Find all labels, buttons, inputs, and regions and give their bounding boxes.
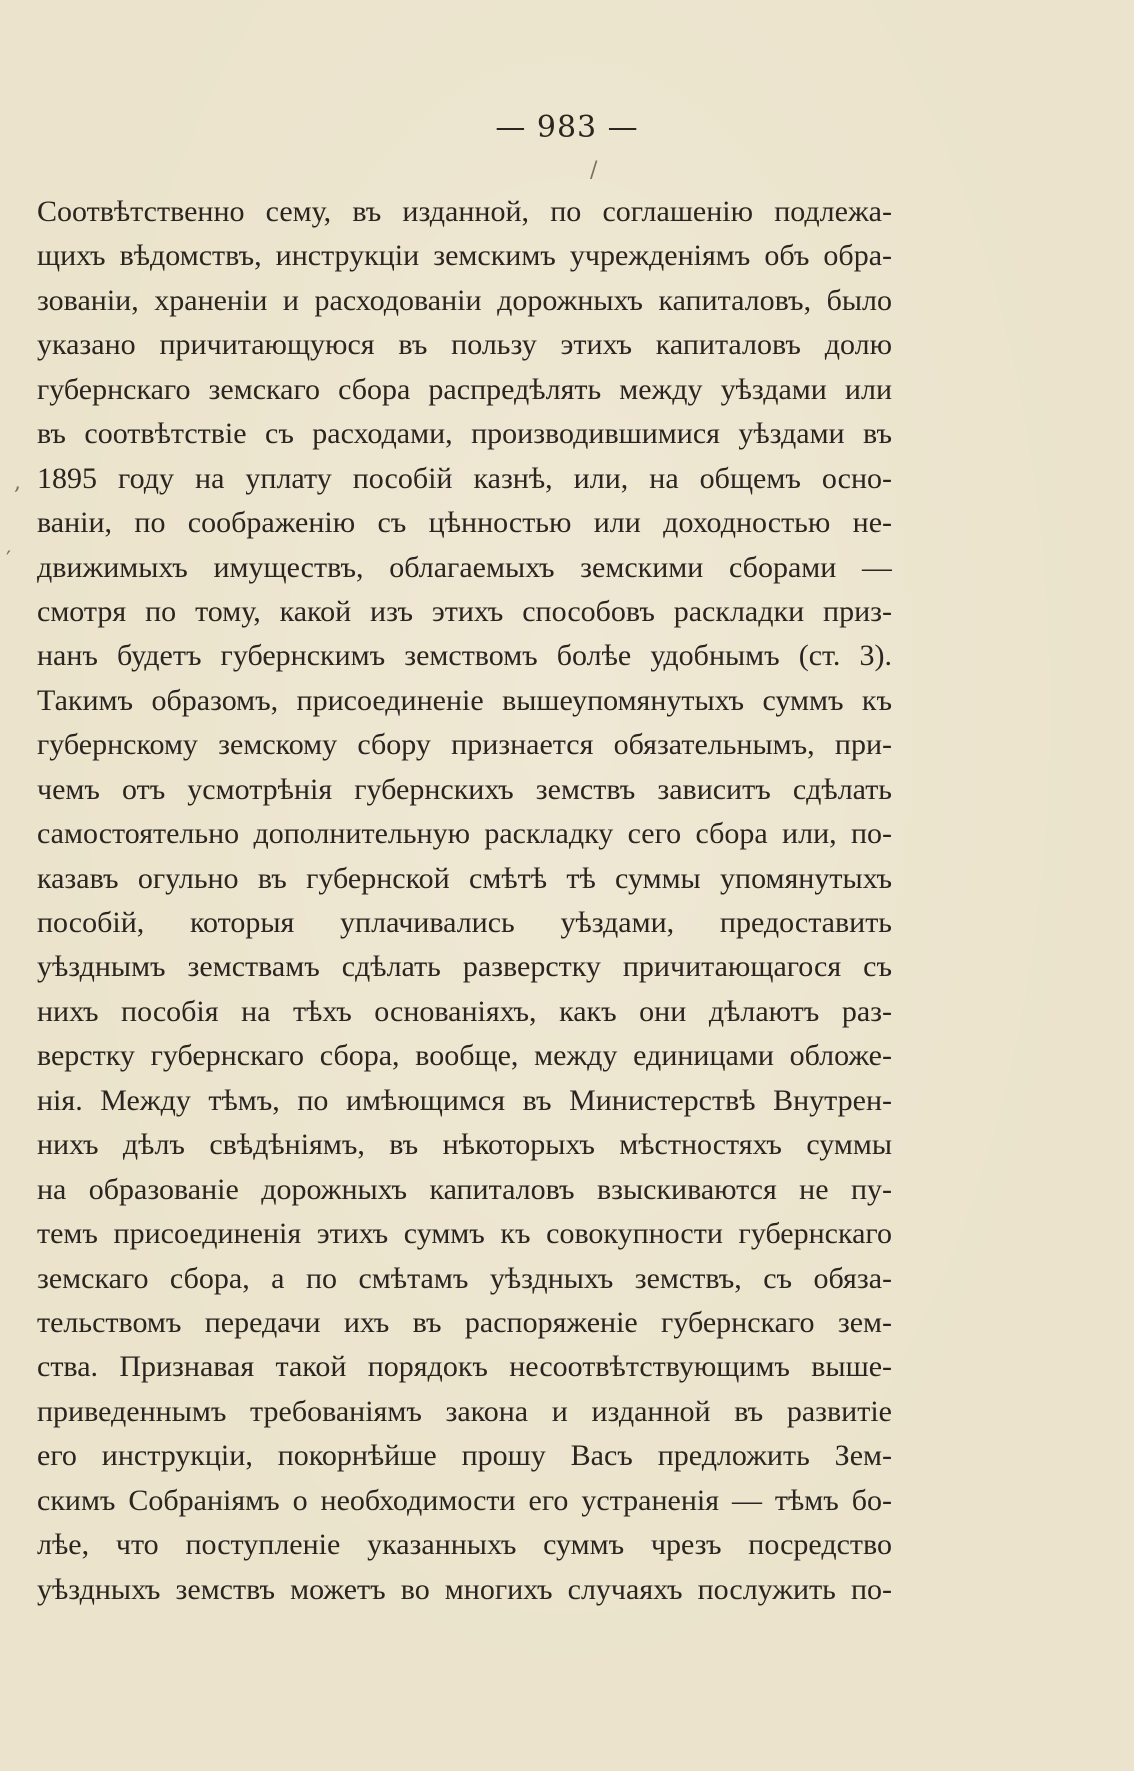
text-line: верстку губернскаго сбора, вообще, между единицами обложе- — [37, 1039, 892, 1073]
text-line: на образованіе дорожныхъ капиталовъ взыскиваются не пу- — [37, 1172, 892, 1206]
text-line: указано причитающуюся въ пользу этихъ капиталовъ долю — [37, 328, 892, 362]
text-line: Такимъ образомъ, присоединеніе вышеупомянутыхъ суммъ къ — [37, 683, 892, 717]
text-line: Соотвѣтственно сему, въ изданной, по соглашенію подлежа- — [37, 195, 892, 228]
text-line: 1895 году на уплату пособій казнѣ, или, на общемъ осно- — [37, 461, 892, 495]
text-line: ства. Признавая такой порядокъ несоотвѣтствующимъ выше- — [37, 1350, 892, 1384]
text-line: скимъ Собраніямъ о необходимости его устраненія — тѣмъ бо- — [37, 1483, 892, 1517]
page-number: — 983 — — [495, 110, 639, 145]
text-line: губернскому земскому сбору признается обязательнымъ, при- — [37, 728, 892, 762]
text-line: нихъ пособія на тѣхъ основаніяхъ, какъ они дѣлаютъ раз- — [37, 994, 892, 1028]
text-line: приведеннымъ требованіямъ закона и изданной въ развитіе — [37, 1394, 892, 1428]
text-line: щихъ вѣдомствъ, инструкціи земскимъ учрежденіямъ объ обра- — [37, 239, 892, 273]
text-line: уѣздныхъ земствъ можетъ во многихъ случаяхъ послужить по- — [37, 1572, 892, 1606]
text-line: смотря по тому, какой изъ этихъ способовъ раскладки приз- — [37, 594, 892, 628]
text-line: нія. Между тѣмъ, по имѣющимся въ Министерствѣ Внутрен- — [37, 1083, 892, 1117]
text-line: ваніи, по соображенію съ цѣнностью или доходностью не- — [37, 506, 892, 540]
text-line: лѣе, что поступленіе указанныхъ суммъ чрезъ посредство — [37, 1528, 892, 1562]
text-line: губернскаго земскаго сбора распредѣлять между уѣздами или — [37, 372, 892, 406]
text-line: пособій, которыя уплачивались уѣздами, предоставить — [37, 906, 892, 939]
text-line: зованіи, храненіи и расходованіи дорожныхъ капиталовъ, было — [37, 283, 892, 317]
text-line: казавъ огульно въ губернской смѣтѣ тѣ суммы упомянутыхъ — [37, 861, 892, 895]
text-line: уѣзднымъ земствамъ сдѣлать разверстку причитающагося съ — [37, 950, 892, 984]
text-line: движимыхъ имуществъ, облагаемыхъ земскими сборами — — [37, 550, 892, 584]
margin-tick-mark: / — [590, 158, 598, 183]
margin-tick-mark: ′ — [6, 548, 11, 573]
text-line: темъ присоединенія этихъ суммъ къ совокупности губернскаго — [37, 1217, 892, 1251]
text-line: земскаго сбора, а по смѣтамъ уѣздныхъ земствъ, съ обяза- — [37, 1261, 892, 1295]
margin-tick-mark: , — [14, 470, 21, 495]
text-line: въ соотвѣтствіе съ расходами, производившимися уѣздами въ — [37, 417, 892, 451]
text-line: нанъ будетъ губернскимъ земствомъ болѣе удобнымъ (ст. 3). — [37, 639, 892, 673]
text-line: чемъ отъ усмотрѣнія губернскихъ земствъ зависитъ сдѣлать — [37, 772, 892, 806]
text-line: тельствомъ передачи ихъ въ распоряженіе губернскаго зем- — [37, 1305, 892, 1339]
body-text — [37, 190, 892, 1612]
text-line: его инструкціи, покорнѣйше прошу Васъ предложить Зем- — [37, 1439, 892, 1473]
text-line: самостоятельно дополнительную раскладку сего сбора или, по- — [37, 817, 892, 851]
text-line: нихъ дѣлъ свѣдѣніямъ, въ нѣкоторыхъ мѣстностяхъ суммы — [37, 1128, 892, 1162]
